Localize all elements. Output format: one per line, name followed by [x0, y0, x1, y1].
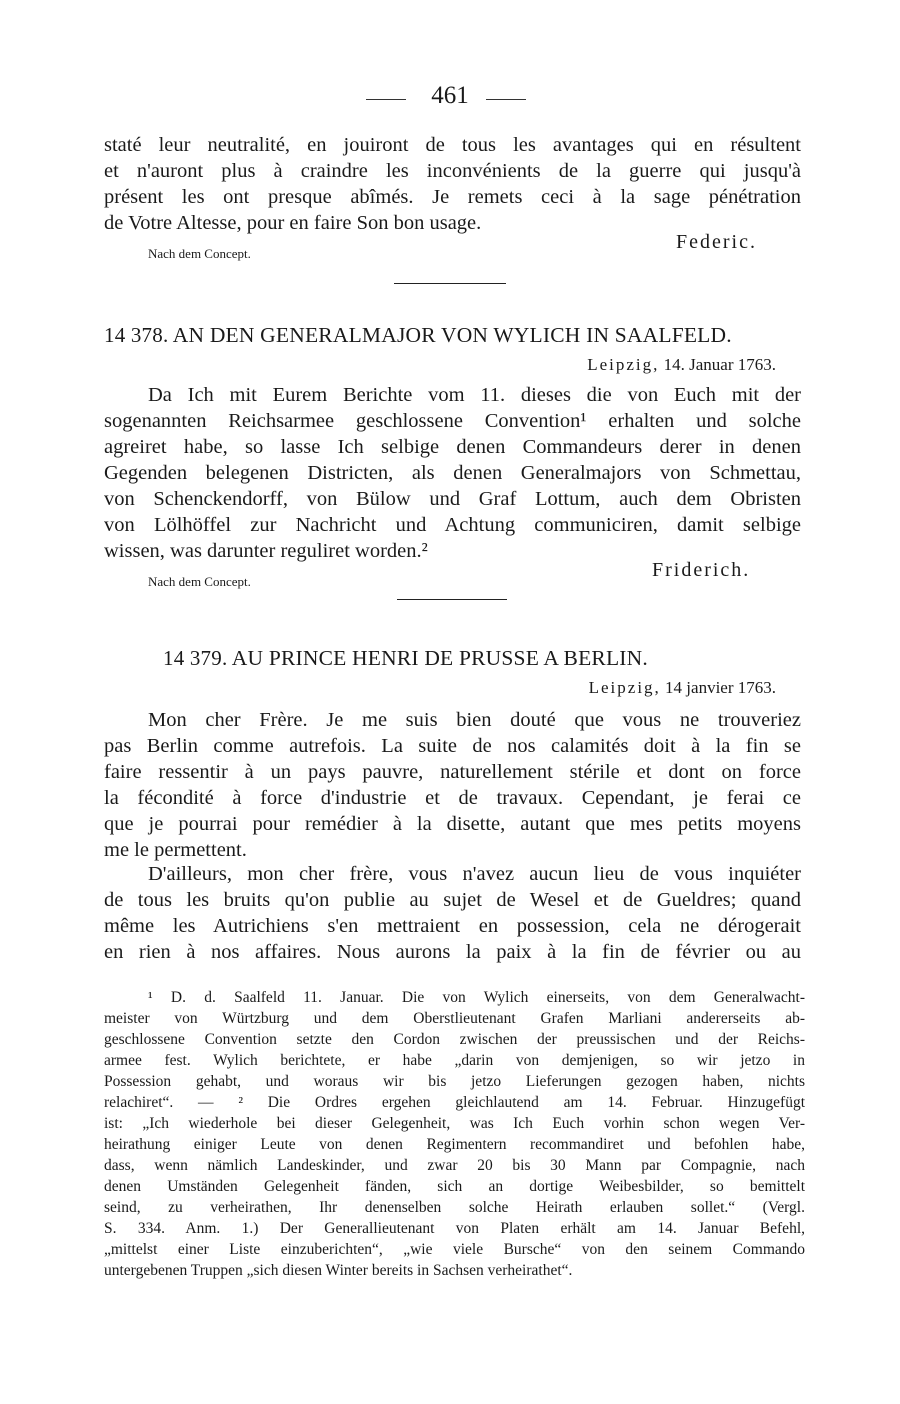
body-line: même les Autrichiens s'en mettraient en possession, cela ne dérogerait [104, 915, 801, 937]
body-line: wissen, was darunter reguliret worden.² [104, 540, 428, 562]
footnote-line: untergebenen Truppen „sich diesen Winter bereits in Sachsen verheirathet“. [104, 1262, 573, 1279]
footnote-line: ¹ D. d. Saalfeld 11. Januar. Die von Wylich einerseits, von dem Generalwacht- [148, 989, 805, 1006]
dateline-date: 14. Januar 1763. [663, 355, 776, 374]
dateline-place: Leipzig, [588, 678, 661, 697]
body-line: en rien à nos affaires. Nous aurons la paix à la fin de février ou au [104, 941, 801, 963]
section-divider [394, 283, 506, 284]
footnote-line: seind, zu verheirathen, Ihr denenselben solche Heirath erlauben sollet.“ (Vergl. [104, 1199, 805, 1216]
body-line: Da Ich mit Eurem Berichte vom 11. dieses die von Euch mit der [148, 384, 801, 406]
footnote-line: meister von Würtzburg und dem Oberstlieutenant Grafen Marliani andererseits ab- [104, 1010, 805, 1027]
body-line: me le permettent. [104, 839, 247, 861]
body-line: et n'auront plus à craindre les inconvénients de la guerre qui jusqu'à [104, 160, 801, 182]
footnote-line: S. 334. Anm. 1.) Der Generallieutenant von Platen erhält am 14. Januar Befehl, [104, 1220, 805, 1237]
body-line: D'ailleurs, mon cher frère, vous n'avez aucun lieu de vous inquiéter [148, 863, 801, 885]
body-line: Mon cher Frère. Je me suis bien douté que vous ne trouveriez [148, 709, 801, 731]
section-divider [397, 599, 507, 600]
body-line: de Votre Altesse, pour en faire Son bon usage. [104, 212, 482, 234]
body-line: faire ressentir à un pays pauvre, naturellement stérile et dont on force [104, 761, 801, 783]
footnote-line: relachiret“. — ² Die Ordres ergehen gleichlautend am 14. Februar. Hinzugefügt [104, 1094, 805, 1111]
dateline [587, 355, 776, 375]
footnote-line: ist: „Ich wiederhole bei dieser Gelegenheit, was Ich Euch vorhin schon wegen Ver- [104, 1115, 805, 1132]
footnote-line: dass, wenn nämlich Landeskinder, und zwar 20 bis 30 Mann par Compagnie, nach [104, 1157, 805, 1174]
page-number-rule-right [486, 99, 526, 100]
body-line: Gegenden belegenen Districten, als denen Generalmajors von Schmettau, [104, 462, 801, 484]
letter-title: AU PRINCE HENRI DE PRUSSE A BERLIN. [231, 646, 648, 670]
body-line: pas Berlin comme autrefois. La suite de nos calamités doit à la fin se [104, 735, 801, 757]
footnote-line: denen Umständen Gelegenheit fänden, sich an dortige Weibesbilder, so bemittelt [104, 1178, 805, 1195]
page-number: 461 [431, 82, 469, 109]
dateline-place: Leipzig, [587, 355, 660, 374]
body-line: de tous les bruits qu'on publie au sujet de Wesel et de Gueldres; quand [104, 889, 801, 911]
signature: Federic. [676, 231, 757, 253]
body-line: sogenannten Reichsarmee geschlossene Convention¹ erhalten und solche [104, 410, 801, 432]
footnote-line: „mittelst einer Liste einzuberichten“, „wie viele Bursche“ von den seinem Commando [104, 1241, 805, 1258]
body-line: von Schenckendorff, von Bülow und Graf Lottum, auch dem Obristen [104, 488, 801, 510]
body-line: staté leur neutralité, en jouiront de tous les avantages qui en résultent [104, 134, 801, 156]
letter-heading [104, 323, 732, 348]
body-line: présent les ont presque abîmés. Je remets ceci à la sage pénétration [104, 186, 801, 208]
dateline-date: 14 janvier 1763. [665, 678, 776, 697]
body-line: la fécondité à force d'industrie et de travaux. Cependant, je ferai ce [104, 787, 801, 809]
footnote-line: armee fest. Wylich berichtete, er habe „darin von demjenigen, so wir jetzo in [104, 1052, 805, 1069]
letter-heading [163, 646, 648, 671]
source-note: Nach dem Concept. [148, 246, 251, 261]
body-line: que je pourrai pour remédier à la disette, autant que mes petits moyens [104, 813, 801, 835]
body-line: von Lölhöffel zur Nachricht und Achtung communiciren, damit selbige [104, 514, 801, 536]
footnote-line: heirathung einiger Leute von denen Regimentern recommandiret und befohlen habe, [104, 1136, 805, 1153]
source-note: Nach dem Concept. [148, 574, 251, 589]
letter-number: 14 378. [104, 323, 169, 347]
dateline [589, 678, 776, 698]
signature: Friderich. [652, 559, 751, 581]
letter-title: AN DEN GENERALMAJOR VON WYLICH IN SAALFELD. [172, 323, 732, 347]
body-line: agreiret habe, so lasse Ich selbige denen Commandeurs derer in denen [104, 436, 801, 458]
letter-number: 14 379. [163, 646, 228, 670]
footnote-line: geschlossene Convention setzte den Cordon zwischen der preussischen und der Reichs- [104, 1031, 805, 1048]
footnote-line: Possession gehabt, und woraus wir bis jetzo Lieferungen gezogen haben, nichts [104, 1073, 805, 1090]
